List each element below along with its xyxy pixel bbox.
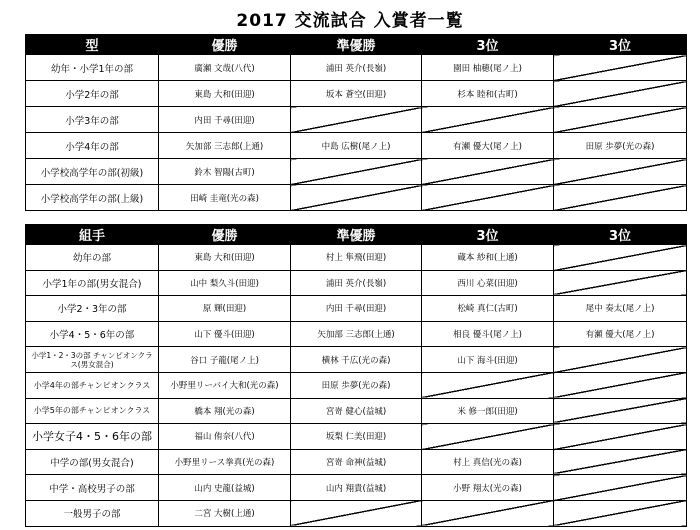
empty-cell — [291, 107, 422, 133]
table-row — [26, 321, 687, 347]
runner-up-cell: 浦田 英介(長嶺) — [291, 55, 422, 81]
runner-up-cell: 横林 千広(光の森) — [291, 347, 422, 373]
category-cell: 幼年の部 — [26, 245, 159, 271]
kumite-header-third-a: 3位 — [422, 225, 554, 245]
third-place-cell: 有瀬 優大(尾ノ上) — [422, 133, 554, 159]
winner-cell: 谷口 子龍(尾ノ上) — [159, 347, 291, 373]
empty-cell — [422, 185, 554, 211]
empty-cell — [554, 185, 687, 211]
empty-cell — [422, 372, 554, 398]
third-place-cell: 米 修一郎(田迎) — [422, 398, 554, 424]
category-cell: 小学5年の部チャンピオンクラス — [26, 398, 159, 424]
runner-up-cell: 田原 歩夢(光の森) — [291, 372, 422, 398]
winner-cell: 二宮 大樹(上通) — [159, 500, 291, 526]
category-cell: 小学校高学年の部(上級) — [26, 185, 159, 211]
category-cell: 小学2・3年の部 — [26, 296, 159, 322]
kata-header-first: 優勝 — [159, 35, 291, 55]
category-cell: 幼年・小学1年の部 — [26, 55, 159, 81]
empty-cell — [422, 424, 554, 450]
empty-cell — [554, 449, 687, 475]
category-cell: 小学4年の部チャンピオンクラス — [26, 372, 159, 398]
kata-header-category: 型 — [26, 35, 159, 55]
winner-cell: 内田 千尋(田迎) — [159, 107, 291, 133]
empty-cell — [422, 107, 554, 133]
winner-cell: 山内 史龍(益城) — [159, 475, 291, 501]
empty-cell — [291, 500, 422, 526]
third-place-cell: 山下 海斗(田迎) — [422, 347, 554, 373]
table-row — [26, 55, 687, 81]
empty-cell — [554, 159, 687, 185]
kumite-header-row — [26, 225, 687, 245]
table-row — [26, 185, 687, 211]
kumite-results-table — [25, 224, 687, 527]
empty-cell — [554, 245, 687, 271]
third-place-cell: 相良 優斗(尾ノ上) — [422, 321, 554, 347]
category-cell: 小学1・2・3の部 チャンピオンクラス(男女混合) — [26, 347, 159, 373]
empty-cell — [554, 424, 687, 450]
category-cell: 中学・高校男子の部 — [26, 475, 159, 501]
empty-cell — [422, 159, 554, 185]
third-place-cell: 村上 真信(光の森) — [422, 449, 554, 475]
winner-cell: 小野里リーバイ大和(光の森) — [159, 372, 291, 398]
winner-cell: 廣瀬 文哉(八代) — [159, 55, 291, 81]
winner-cell: 福山 侑奈(八代) — [159, 424, 291, 450]
third-place-cell: 西川 心菜(田迎) — [422, 270, 554, 296]
category-cell: 小学4年の部 — [26, 133, 159, 159]
third-place-cell: 松崎 真仁(古町) — [422, 296, 554, 322]
table-row — [26, 475, 687, 501]
category-cell: 小学女子4・5・6年の部 — [26, 424, 159, 450]
empty-cell — [554, 500, 687, 526]
kumite-header-third-b: 3位 — [554, 225, 687, 245]
winner-cell: 山下 優斗(田迎) — [159, 321, 291, 347]
category-cell: 小学校高学年の部(初級) — [26, 159, 159, 185]
kumite-header-category: 組手 — [26, 225, 159, 245]
third-place-cell: 小野 翔太(光の森) — [422, 475, 554, 501]
kata-header-third-b: 3位 — [554, 35, 687, 55]
empty-cell — [422, 500, 554, 526]
category-cell: 一般男子の部 — [26, 500, 159, 526]
winner-cell: 鈴木 智陽(古町) — [159, 159, 291, 185]
runner-up-cell: 矢加部 三志郎(上通) — [291, 321, 422, 347]
table-row — [26, 449, 687, 475]
table-row — [26, 500, 687, 526]
winner-cell: 矢加部 三志郎(上通) — [159, 133, 291, 159]
kata-header-second: 準優勝 — [291, 35, 422, 55]
winner-cell: 橋本 翔(光の森) — [159, 398, 291, 424]
third-place-cell: 蔵本 紗和(上通) — [422, 245, 554, 271]
third-place-cell: 尾中 奏太(尾ノ上) — [554, 296, 687, 322]
empty-cell — [291, 185, 422, 211]
empty-cell — [554, 475, 687, 501]
table-row — [26, 107, 687, 133]
third-place-cell: 園田 柚穂(尾ノ上) — [422, 55, 554, 81]
runner-up-cell: 村上 隼飛(田迎) — [291, 245, 422, 271]
kata-header-third-a: 3位 — [422, 35, 554, 55]
winner-cell: 小野里リース拳真(光の森) — [159, 449, 291, 475]
winner-cell: 山中 梨久斗(田迎) — [159, 270, 291, 296]
empty-cell — [291, 159, 422, 185]
runner-up-cell: 宮嵜 命神(益城) — [291, 449, 422, 475]
table-row — [26, 245, 687, 271]
winner-cell: 東島 大和(田迎) — [159, 245, 291, 271]
kumite-header-second: 準優勝 — [291, 225, 422, 245]
empty-cell — [554, 270, 687, 296]
empty-cell — [554, 81, 687, 107]
empty-cell — [554, 347, 687, 373]
third-place-cell: 有瀬 優大(尾ノ上) — [554, 321, 687, 347]
runner-up-cell: 浦田 英介(長嶺) — [291, 270, 422, 296]
table-row — [26, 159, 687, 185]
table-row — [26, 270, 687, 296]
empty-cell — [554, 55, 687, 81]
category-cell: 小学2年の部 — [26, 81, 159, 107]
winner-cell: 原 輝(田迎) — [159, 296, 291, 322]
page-title: 2017 交流試合 入賞者一覧 — [236, 11, 464, 31]
empty-cell — [554, 372, 687, 398]
table-row — [26, 133, 687, 159]
empty-cell — [554, 107, 687, 133]
table-row — [26, 81, 687, 107]
kumite-header-first: 優勝 — [159, 225, 291, 245]
empty-cell — [554, 398, 687, 424]
table-row — [26, 296, 687, 322]
category-cell: 中学の部(男女混合) — [26, 449, 159, 475]
table-row — [26, 398, 687, 424]
winner-cell: 田崎 圭竜(光の森) — [159, 185, 291, 211]
third-place-cell: 杉本 睦和(古町) — [422, 81, 554, 107]
runner-up-cell: 坂梨 仁美(田迎) — [291, 424, 422, 450]
table-row — [26, 372, 687, 398]
table-row — [26, 424, 687, 450]
runner-up-cell: 内田 千尋(田迎) — [291, 296, 422, 322]
runner-up-cell: 山内 翔貴(益城) — [291, 475, 422, 501]
kata-header-row — [26, 35, 687, 55]
runner-up-cell: 中島 広樹(尾ノ上) — [291, 133, 422, 159]
runner-up-cell: 宮嵜 健心(益城) — [291, 398, 422, 424]
table-row — [26, 347, 687, 373]
winner-cell: 東島 大和(田迎) — [159, 81, 291, 107]
category-cell: 小学4・5・6年の部 — [26, 321, 159, 347]
kata-results-table — [25, 34, 687, 211]
third-place-cell: 田原 歩夢(光の森) — [554, 133, 687, 159]
category-cell: 小学3年の部 — [26, 107, 159, 133]
category-cell: 小学1年の部(男女混合) — [26, 270, 159, 296]
runner-up-cell: 坂本 蒼空(田迎) — [291, 81, 422, 107]
